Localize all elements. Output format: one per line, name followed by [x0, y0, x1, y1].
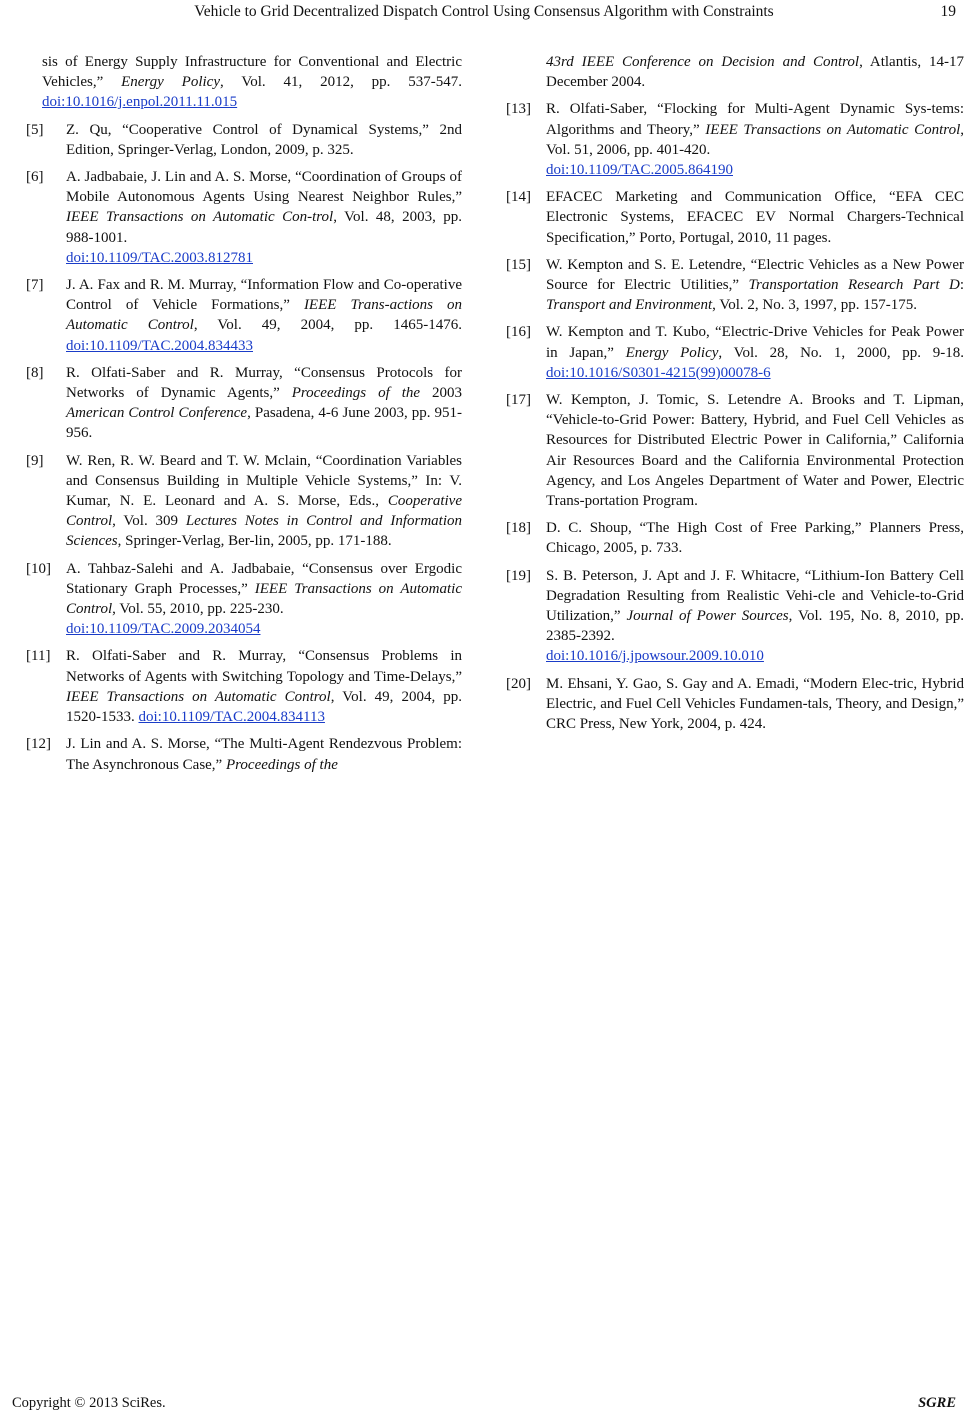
reference-number: [11]: [26, 648, 51, 665]
reference-number: [19]: [506, 567, 531, 584]
reference-19: [19] S. B. Peterson, J. Apt and J. F. Whitacre, “Lithium-Ion Battery Cell Degradation Resulting from Realistic Vehi-cle and Vehicle-to-Grid Utilization,” Journal of Power Sources, Vol. 195, No. 8, 2010, pp. 2385-2392. doi:10.1016/j.jpowsour.2009.10.010: [506, 567, 964, 665]
doi-link[interactable]: doi:10.1109/TAC.2009.2034054: [66, 621, 261, 638]
reference-number: [17]: [506, 392, 531, 409]
reference-number: [7]: [26, 277, 44, 294]
reference-7: [7] J. A. Fax and R. M. Murray, “Information Flow and Co-operative Control of Vehicle Formations,” IEEE Trans-actions on Automatic Control, Vol. 49, 2004, pp. 1465-1476. doi:10.1109/TAC.2004.834433: [26, 277, 463, 354]
reference-17: [17] W. Kempton, J. Tomic, S. Letendre A. Brooks and T. Lipman, “Vehicle-to-Grid Power: Battery, Hybrid, and Fuel Cell Vehicles as Resources for Distributed Electric Power in California,” California Air Resources Board and the California Environmental Protection Agency, and Los Angeles Department of Water and Power, Electric Trans-portation Program.: [506, 392, 964, 510]
reference-8: [8] R. Olfati-Saber and R. Murray, “Consensus Protocols for Networks of Dynamic Agents,” Proceedings of the 2003 American Control Conference, Pasadena, 4-6 June 2003, pp. 951-956.: [26, 364, 463, 442]
reference-number: [13]: [506, 101, 531, 118]
reference-number: [20]: [506, 675, 531, 692]
doi-link[interactable]: doi:10.1109/TAC.2004.834113: [138, 709, 325, 726]
reference-number: [12]: [26, 736, 51, 753]
doi-link[interactable]: doi:10.1109/TAC.2004.834433: [66, 337, 253, 354]
reference-5: [5] Z. Qu, “Cooperative Control of Dynamical Systems,” 2nd Edition, Springer-Verlag, London, 2009, p. 325.: [26, 121, 462, 158]
reference-number: [18]: [506, 520, 531, 537]
reference-number: [5]: [26, 121, 44, 138]
reference-15: [15] W. Kempton and S. E. Letendre, “Electric Vehicles as a New Power Source for Electric Utilities,” Transportation Research Part D: Transport and Environment, Vol. 2, No. 3, 1997, pp. 157-175.: [506, 256, 964, 314]
references-left-column: [26, 52, 462, 782]
reference-12-continued: 43rd IEEE Conference on Decision and Control, Atlantis, 14-17 December 2004.: [546, 54, 964, 91]
reference-16: [16] W. Kempton and T. Kubo, “Electric-Drive Vehicles for Peak Power in Japan,” Energy Policy, Vol. 28, No. 1, 2000, pp. 9-18. doi:10.1016/S0301-4215(99)00078-6: [506, 324, 964, 381]
doi-link[interactable]: doi:10.1016/j.jpowsour.2009.10.010: [546, 648, 764, 665]
reference-14: [14] EFACEC Marketing and Communication Office, “EFA CEC Electronic Systems, EFACEC EV Normal Chargers-Technical Specification,” Porto, Portugal, 2010, 11 pages.: [506, 189, 964, 246]
reference-6: [6] A. Jadbabaie, J. Lin and A. S. Morse, “Coordination of Groups of Mobile Autonomous Agents Using Nearest Neighbor Rules,” IEEE Transactions on Automatic Con-trol, Vol. 48, 2003, pp. 988-1001. doi:10.1109/TAC.2003.812781: [26, 169, 462, 266]
journal-abbreviation: SGRE: [918, 1395, 956, 1411]
doi-link[interactable]: doi:10.1109/TAC.2003.812781: [66, 249, 253, 266]
reference-12: [12] J. Lin and A. S. Morse, “The Multi-Agent Rendezvous Problem: The Asynchronous Case,” Proceedings of the: [26, 736, 462, 773]
reference-number: [8]: [26, 364, 44, 381]
reference-number: [9]: [26, 452, 44, 469]
reference-number: [6]: [26, 169, 44, 186]
references-right-column: [506, 52, 964, 741]
reference-number: [15]: [506, 256, 531, 273]
doi-link[interactable]: doi:10.1109/TAC.2005.864190: [546, 162, 733, 179]
reference-number: [16]: [506, 324, 531, 341]
reference-11: [11] R. Olfati-Saber and R. Murray, “Consensus Problems in Networks of Agents with Switching Topology and Time-Delays,” IEEE Transactions on Automatic Control, Vol. 49, 2004, pp. 1520-1533. doi:10.1109/TAC.2004.834113: [26, 648, 462, 726]
page-number: 19: [940, 3, 956, 20]
reference-13: [13] R. Olfati-Saber, “Flocking for Multi-Agent Dynamic Sys-tems: Algorithms and Theory,” IEEE Transactions on Automatic Control, Vol. 51, 2006, pp. 401-420. doi:10.1109/TAC.2005.864190: [506, 101, 964, 179]
reference-number: [10]: [26, 560, 51, 577]
doi-link[interactable]: doi:10.1016/S0301-4215(99)00078-6: [546, 364, 771, 381]
reference-4-continued: sis of Energy Supply Infrastructure for Conventional and Electric Vehicles,” Energy Policy, Vol. 41, 2012, pp. 537-547. doi:10.1016/j.enpol.2011.11.015: [42, 54, 462, 111]
copyright-notice: Copyright © 2013 SciRes.: [12, 1395, 166, 1411]
reference-9: [9] W. Ren, R. W. Beard and T. W. Mclain, “Coordination Variables and Consensus Building in Multiple Vehicle Systems,” In: V. Kumar, N. E. Leonard and A. S. Morse, Eds., Cooperative Control, Vol. 309 Lectures Notes in Control and Information Sciences, Springer-Verlag, Ber-lin, 2005, pp. 171-188.: [26, 452, 463, 550]
page-header: [0, 0, 968, 26]
reference-18: [18] D. C. Shoup, “The High Cost of Free Parking,” Planners Press, Chicago, 2005, p. 733.: [506, 520, 964, 557]
doi-link[interactable]: doi:10.1016/j.enpol.2011.11.015: [42, 94, 238, 111]
reference-20: [20] M. Ehsani, Y. Gao, S. Gay and A. Emadi, “Modern Elec-tric, Hybrid Electric, and Fuel Cell Vehicles Fundamen-tals, Theory, and Design,” CRC Press, New York, 2004, p. 424.: [506, 675, 964, 733]
running-title: Vehicle to Grid Decentralized Dispatch Control Using Consensus Algorithm with Constraints: [194, 3, 774, 20]
reference-number: [14]: [506, 189, 531, 206]
reference-10: [10] A. Tahbaz-Salehi and A. Jadbabaie, “Consensus over Ergodic Stationary Graph Processes,” IEEE Transactions on Automatic Control, Vol. 55, 2010, pp. 225-230. doi:10.1109/TAC.2009.2034054: [26, 560, 463, 638]
